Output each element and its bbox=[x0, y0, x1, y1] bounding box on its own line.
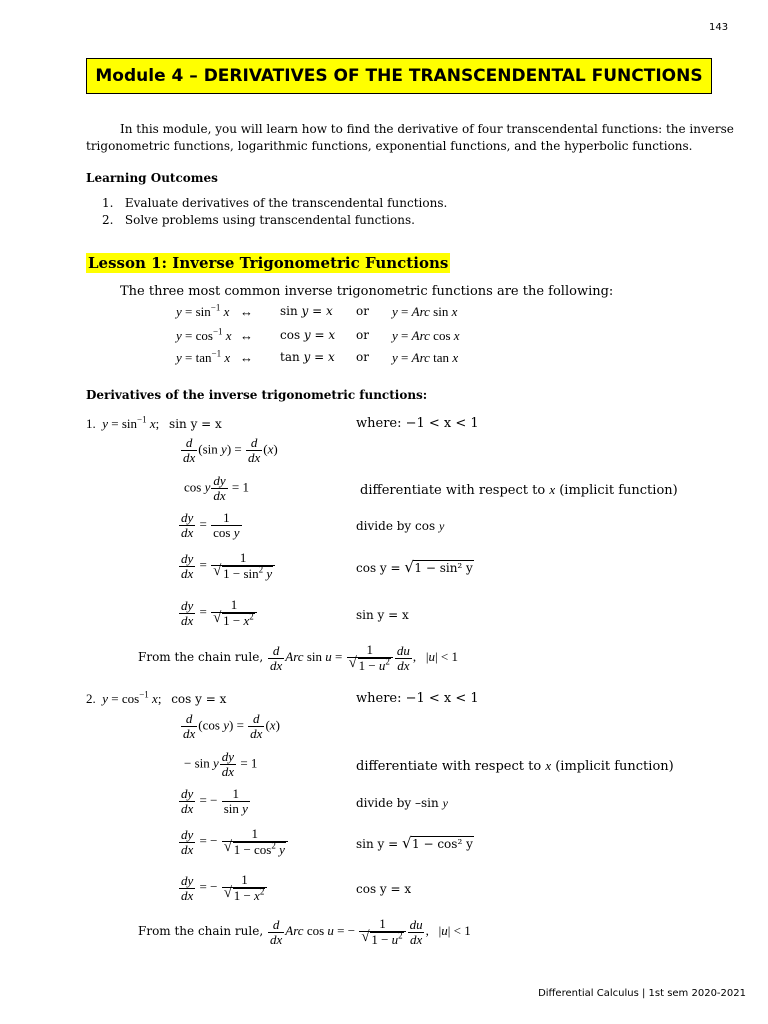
module-title-box bbox=[86, 58, 712, 94]
item2-step2: − sin y $\frac{dy}{dx}$ = 1 bbox=[184, 749, 258, 779]
outcome-item-2: 2. Solve problems using transcendental functions. bbox=[102, 213, 415, 227]
common-row-1: $y = \sin^{-1} x$ ↔ sin y = x or y = Arc sin x bbox=[176, 302, 458, 319]
item2-comment-2: divide by –sin y bbox=[356, 796, 448, 810]
page-number: 143 bbox=[709, 22, 729, 33]
lesson-heading: Lesson 1: Inverse Trigonometric Functions bbox=[88, 254, 449, 272]
item1-chain-rule: From the chain rule, $\frac{d}{dx}$ Arc sin u = 1 √ $1 - u^2$ $\frac{du}{dx}$ , |u| < 1 bbox=[138, 642, 458, 673]
intro-line-2: trigonometric functions, logarithmic functions, exponential functions, and the hyperbolic functions. bbox=[86, 139, 693, 153]
item1-step1: $\frac{d}{dx}$ (sin y) = $\frac{d}{dx}$ (x) bbox=[183, 435, 278, 465]
lesson-intro: The three most common inverse trigonometric functions are the following: bbox=[120, 284, 614, 299]
item1-step5: $\frac{dy}{dx}$ = 1 √ $1 - x^2$ bbox=[178, 598, 258, 628]
item2-chain-rule: From the chain rule, $\frac{d}{dx}$ Arc cos u = − 1 √ $1 - u^2$ $\frac{du}{dx}$ , |u| < 1 bbox=[138, 916, 471, 947]
item1-given: 1. $y = \sin^{-1} x$; sin y = x bbox=[86, 414, 222, 431]
item1-comment-1: differentiate with respect to x (implicit function) bbox=[360, 482, 678, 498]
item1-comment-3: cos y = √ 1 − sin² y bbox=[356, 558, 473, 576]
item2-comment-3: sin y = √ 1 − cos² y bbox=[356, 834, 473, 852]
derivatives-heading: Derivatives of the inverse trigonometric functions: bbox=[86, 388, 428, 402]
intro-line-1: In this module, you will learn how to find the derivative of four transcendental functions: the inverse bbox=[120, 122, 734, 136]
outcome-item-1: 1. Evaluate derivatives of the transcendental functions. bbox=[102, 196, 448, 210]
footer: Differential Calculus | 1st sem 2020-2021 bbox=[538, 988, 746, 999]
item2-step3: $\frac{dy}{dx}$ = − $\frac{1}{\text{sin y}}$ bbox=[181, 786, 248, 816]
item1-comment-4: sin y = x bbox=[356, 608, 409, 622]
item2-step4: $\frac{dy}{dx}$ = − 1 √ $1 - \cos^2 y$ bbox=[178, 827, 289, 857]
learning-outcomes-heading: Learning Outcomes bbox=[86, 171, 218, 185]
module-title: Module 4 – DERIVATIVES OF THE TRANSCENDENTAL FUNCTIONS bbox=[95, 66, 703, 86]
item2-step1: $\frac{d}{dx}$ (cos y) = $\frac{d}{dx}$ (x) bbox=[183, 711, 280, 741]
item2-comment-4: cos y = x bbox=[356, 882, 412, 896]
item2-comment-1: differentiate with respect to x (implicit function) bbox=[356, 758, 674, 774]
item2-step5: $\frac{dy}{dx}$ = − 1 √ $1 - x^2$ bbox=[178, 873, 268, 903]
common-row-2: $y = \cos^{-1} x$ ↔ cos y = x or y = Arc cos x bbox=[176, 326, 460, 343]
common-row-3: $y = \tan^{-1} x$ ↔ tan y = x or y = Arc tan x bbox=[176, 348, 459, 365]
item1-step3: $\frac{dy}{dx}$ = $\frac{1}{\text{cos y}}$ bbox=[181, 510, 240, 540]
item2-where: where: −1 < x < 1 bbox=[356, 691, 479, 706]
item1-step2: cos y $\frac{dy}{dx}$ = 1 bbox=[184, 473, 249, 503]
item1-where: where: −1 < x < 1 bbox=[356, 416, 479, 431]
item1-step4: $\frac{dy}{dx}$ = 1 √ $1 - \sin^2 y$ bbox=[178, 551, 276, 581]
item2-given: 2. $y = \cos^{-1} x$; cos y = x bbox=[86, 689, 227, 706]
item1-comment-2: divide by cos y bbox=[356, 519, 445, 533]
